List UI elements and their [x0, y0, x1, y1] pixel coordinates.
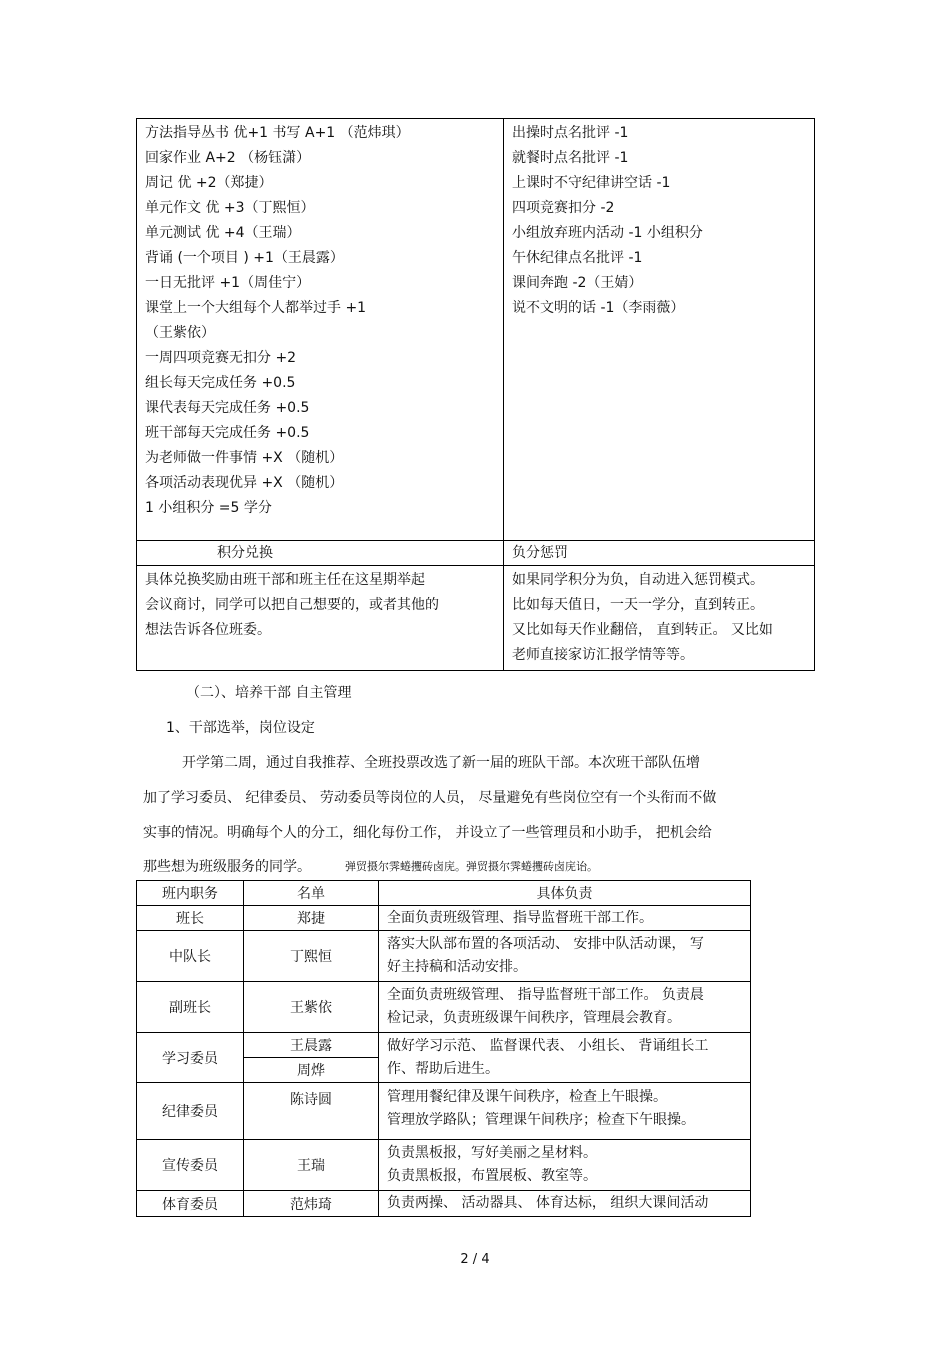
- exchange-description: [145, 568, 495, 643]
- duty-cell: [379, 1140, 751, 1191]
- duty-line: 负责黑板报，布置展板、教室等。: [387, 1168, 597, 1184]
- minus-point-item: 课间奔跑 -2（王婧）: [512, 275, 643, 291]
- role-cell: 学习委员: [137, 1033, 244, 1083]
- table-row: [137, 1083, 751, 1140]
- section-heading: （二）、培养干部 自主管理: [186, 685, 352, 701]
- minus-point-item: 就餐时点名批评 -1: [512, 150, 629, 166]
- header-role: 班内职务: [137, 881, 244, 906]
- role-cell: 中队长: [137, 931, 244, 982]
- minus-points-list: [512, 121, 806, 321]
- name-cell: 陈诗圆: [244, 1083, 379, 1140]
- plus-point-item: 课代表每天完成任务 +0.5: [145, 400, 310, 416]
- role-cell: 体育委员: [137, 1191, 244, 1217]
- plus-point-item: 组长每天完成任务 +0.5: [145, 375, 296, 391]
- garbled-note: 弹贸摄尔霁蜷攫砖卤庑。弹贸摄尔霁蜷攫砖卤庑诒。: [345, 860, 598, 873]
- duty-line: 全面负责班级管理、 指导监督班干部工作。 负责晨: [387, 987, 704, 1003]
- plus-point-item: （王紫依）: [145, 325, 215, 341]
- name-cell: 范炜琦: [244, 1191, 379, 1217]
- duty-line: 作、帮助后进生。: [387, 1060, 499, 1077]
- plus-points-list: [145, 121, 495, 521]
- minus-point-item: 出操时点名批评 -1: [512, 125, 629, 141]
- penalty-line: 如果同学积分为负，自动进入惩罚模式。: [512, 572, 764, 588]
- header-name: 名单: [244, 881, 379, 906]
- penalty-line: 老师直接家访汇报学情等等。: [512, 647, 694, 663]
- exchange-line: 具体兑换奖励由班干部和班主任在这星期举起: [145, 572, 425, 588]
- duty-line: 落实大队部布置的各项活动、 安排中队活动课， 写: [387, 936, 704, 952]
- exchange-line: 想法告诉各位班委。: [145, 622, 271, 638]
- name-cell: 郑捷: [244, 906, 379, 931]
- duty-cell: [379, 1033, 751, 1083]
- name-cell: 王紫依: [244, 982, 379, 1033]
- plus-point-item: 单元作文 优 +3（丁熙恒）: [145, 200, 315, 216]
- penalty-header: 负分惩罚: [504, 541, 815, 566]
- minus-point-item: 说不文明的话 -1（李雨薇）: [512, 300, 685, 316]
- plus-point-item: 各项活动表现优异 +X （随机）: [145, 475, 344, 491]
- penalty-line: 又比如每天作业翻倍， 直到转正。 又比如: [512, 622, 773, 638]
- exchange-header: 积分兑换: [137, 541, 504, 566]
- points-rules-table: [136, 118, 815, 671]
- paragraph-line-4: 那些想为班级服务的同学。: [143, 859, 311, 875]
- penalty-cell: [504, 566, 815, 671]
- plus-point-item: 方法指导丛书 优+1 书写 A+1 （范炜琪）: [145, 125, 410, 141]
- plus-point-item: 为老师做一件事情 +X （随机）: [145, 450, 344, 466]
- duty-line: 管理用餐纪律及课午间秩序，检查上午眼操。: [387, 1089, 667, 1105]
- table-row: [137, 906, 751, 931]
- name-cell: 周烨: [244, 1058, 379, 1083]
- section-subheading: 1、干部选举，岗位设定: [166, 720, 315, 736]
- plus-point-item: 一周四项竞赛无扣分 +2: [145, 350, 297, 366]
- table-row: [137, 1191, 751, 1217]
- minus-points-cell: [504, 119, 815, 541]
- paragraph-line-1: 开学第二周，通过自我推荐、全班投票改选了新一届的班队干部。本次班干部队伍增: [182, 755, 700, 771]
- name-cell: 丁熙恒: [244, 931, 379, 982]
- exchange-line: 会议商讨，同学可以把自己想要的，或者其他的: [145, 597, 439, 613]
- duty-cell: [379, 1083, 751, 1140]
- duty-line: 做好学习示范、 监督课代表、 小组长、 背诵组长工: [387, 1037, 709, 1054]
- table-row: [137, 1140, 751, 1191]
- plus-point-item: 课堂上一个大组每个人都举过手 +1: [145, 300, 367, 316]
- paragraph-line-3: 实事的情况。明确每个人的分工，细化每份工作， 并设立了一些管理员和小助手， 把机会给: [143, 825, 712, 841]
- role-cell: 宣传委员: [137, 1140, 244, 1191]
- minus-point-item: 小组放弃班内活动 -1 小组积分: [512, 225, 703, 241]
- plus-point-item: 背诵 (一个项目 ) +1（王晨露）: [145, 250, 344, 266]
- header-duty: 具体负责: [379, 881, 751, 906]
- minus-point-item: 四项竞赛扣分 -2: [512, 200, 615, 216]
- name-cell: 王晨露: [244, 1033, 379, 1058]
- penalty-line: 比如每天值日，一天一学分，直到转正。: [512, 597, 764, 613]
- minus-point-item: 午休纪律点名批评 -1: [512, 250, 643, 266]
- plus-point-item: 1 小组积分 =5 学分: [145, 500, 272, 516]
- table-row: [137, 982, 751, 1033]
- role-cell: 纪律委员: [137, 1083, 244, 1140]
- name-cell: 王瑞: [244, 1140, 379, 1191]
- duty-cell: [379, 982, 751, 1033]
- plus-point-item: 回家作业 A+2 （杨钰潇）: [145, 150, 311, 166]
- role-cell: 班长: [137, 906, 244, 931]
- table-row: [137, 1033, 751, 1058]
- role-cell: 副班长: [137, 982, 244, 1033]
- plus-points-cell: [137, 119, 504, 541]
- minus-point-item: 上课时不守纪律讲空话 -1: [512, 175, 671, 191]
- table-row: [137, 931, 751, 982]
- duty-line: 好主持稿和活动安排。: [387, 959, 527, 975]
- duty-cell: 全面负责班级管理、指导监督班干部工作。: [379, 906, 751, 931]
- plus-point-item: 班干部每天完成任务 +0.5: [145, 425, 310, 441]
- plus-point-item: 单元测试 优 +4（王瑞）: [145, 225, 301, 241]
- duty-line: 检记录，负责班级课午间秩序，管理晨会教育。: [387, 1010, 681, 1026]
- exchange-cell: [137, 566, 504, 671]
- penalty-description: [512, 568, 806, 668]
- duty-line: 管理放学路队；管理课午间秩序；检查下午眼操。: [387, 1112, 695, 1128]
- roles-table: [136, 880, 751, 1217]
- plus-point-item: 一日无批评 +1（周佳宁）: [145, 275, 311, 291]
- plus-point-item: 周记 优 +2（郑捷）: [145, 175, 273, 191]
- duty-line: 负责黑板报，写好美丽之星材料。: [387, 1145, 597, 1161]
- duty-cell: [379, 931, 751, 982]
- page-number: 2 / 4: [460, 1252, 490, 1267]
- paragraph-line-2: 加了学习委员、 纪律委员、 劳动委员等岗位的人员， 尽量避免有些岗位空有一个头衔而不做: [143, 790, 717, 806]
- duty-cell: 负责两操、 活动器具、 体育达标， 组织大课间活动: [379, 1191, 751, 1217]
